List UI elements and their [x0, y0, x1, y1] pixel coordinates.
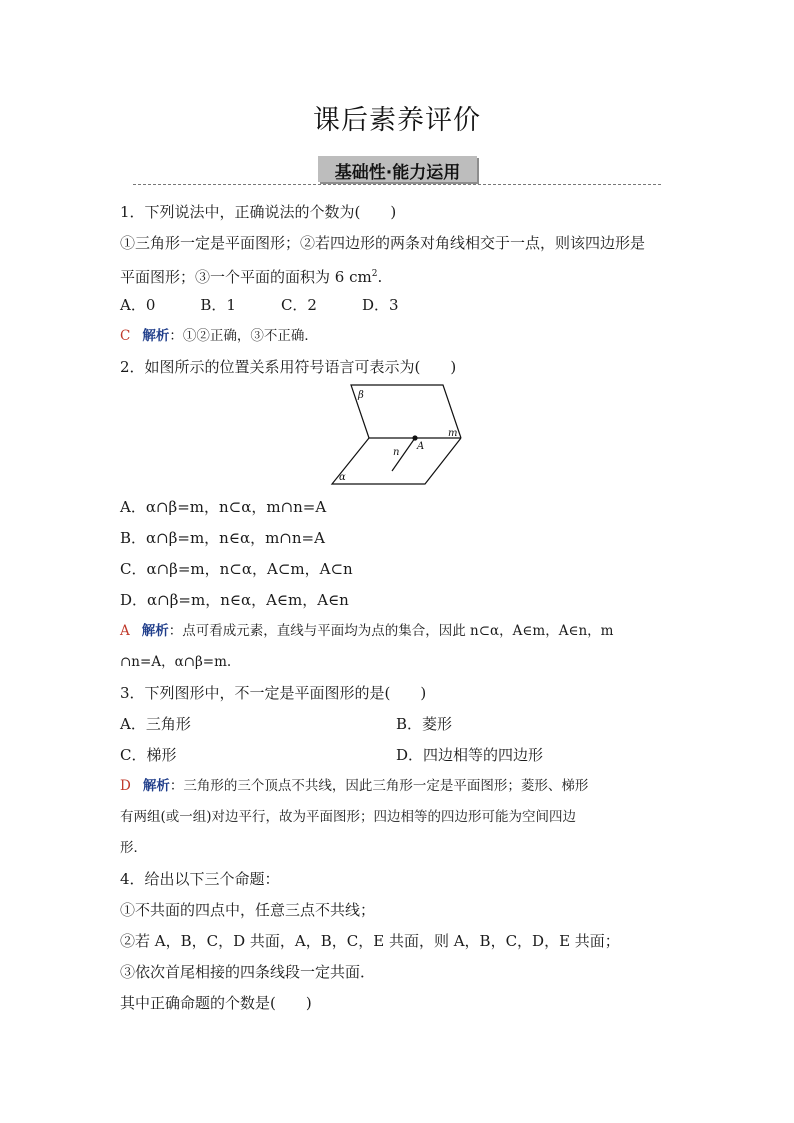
- q2-option-d: D．α∩β=m，n∈α，A∈m，A∈n: [120, 591, 349, 609]
- q1-options: A．0 B．1 C．2 D．3: [120, 296, 399, 314]
- q1-line3: [120, 264, 382, 287]
- planes-diagram: [330, 383, 470, 487]
- q2-stem: 2．如图所示的位置关系用符号语言可表示为( ): [120, 358, 457, 376]
- q2-solution-text1: ：点可看成元素，直线与平面均为点的集合，因此 n⊂α，A∈m，A∈n，m: [168, 623, 614, 639]
- q4-proposition-3: ③依次首尾相接的四条线段一定共面．: [120, 963, 376, 981]
- q3-option-b: B．菱形: [396, 715, 453, 733]
- q2-option-b: B．α∩β=m，n∈α，m∩n=A: [120, 529, 325, 547]
- q1-superscript: 2: [371, 269, 378, 279]
- q1-answer: C: [120, 328, 131, 344]
- q1-jiexi-label: 解析: [142, 328, 170, 344]
- plane-alpha-outline: [332, 438, 461, 484]
- q3-option-a: A．三角形: [120, 715, 191, 733]
- q2-solution-line2: ∩n=A，α∩β=m.: [120, 654, 232, 670]
- q3-option-c: C．梯形: [120, 746, 177, 764]
- q3-answer: D: [120, 778, 131, 794]
- plane-beta-outline: [351, 385, 461, 438]
- label-alpha: α: [339, 472, 346, 483]
- q3-stem: 3．下列图形中，不一定是平面图形的是( ): [120, 684, 427, 702]
- q4-question: 其中正确命题的个数是( ): [120, 994, 312, 1012]
- q1-solution: [120, 326, 318, 346]
- q2-option-c: C．α∩β=m，n⊂α，A⊂m，A⊂n: [120, 560, 353, 578]
- q4-proposition-1: ①不共面的四点中，任意三点不共线；: [120, 901, 376, 919]
- q1-line3-text: 平面图形；③一个平面的面积为 6 cm: [120, 268, 372, 286]
- q1-stem: 1．下列说法中，正确说法的个数为( ): [120, 203, 397, 221]
- q3-solution-line1: [120, 776, 588, 796]
- q4-stem: 4．给出以下三个命题：: [120, 870, 280, 888]
- q2-jiexi-label: 解析: [141, 623, 169, 639]
- label-m: m: [448, 428, 458, 439]
- page-title: 课后素养评价: [313, 105, 481, 136]
- label-n: n: [393, 447, 400, 458]
- q3-solution-text1: ：三角形的三个顶点不共线，因此三角形一定是平面图形；菱形、梯形: [169, 778, 589, 794]
- q2-answer: A: [120, 623, 130, 639]
- q2-option-a: A．α∩β=m，n⊂α，m∩n=A: [120, 498, 327, 516]
- planes-figure: [330, 383, 470, 487]
- q1-solution-text: ：①②正确，③不正确．: [169, 328, 318, 344]
- q3-jiexi-label: 解析: [142, 778, 170, 794]
- section-divider: [133, 184, 661, 185]
- q3-solution-line3: 形．: [120, 840, 147, 856]
- point-a-dot: [412, 435, 417, 440]
- q1-line2: ①三角形一定是平面图形；②若四边形的两条对角线相交于一点，则该四边形是: [120, 234, 646, 252]
- q3-solution-line2: 有两组(或一组)对边平行，故为平面图形；四边相等的四边形可能为空间四边: [120, 809, 577, 825]
- q4-proposition-2: ②若 A，B，C，D 共面，A，B，C，E 共面，则 A，B，C，D，E 共面；: [120, 932, 620, 950]
- q1-line3-end: .: [377, 268, 383, 286]
- q3-option-d: D．四边相等的四边形: [396, 746, 544, 764]
- q2-solution-line1: [120, 621, 613, 641]
- label-a: A: [417, 441, 425, 452]
- label-beta: β: [358, 390, 364, 401]
- section-label: 基础性·能力运用: [334, 163, 461, 183]
